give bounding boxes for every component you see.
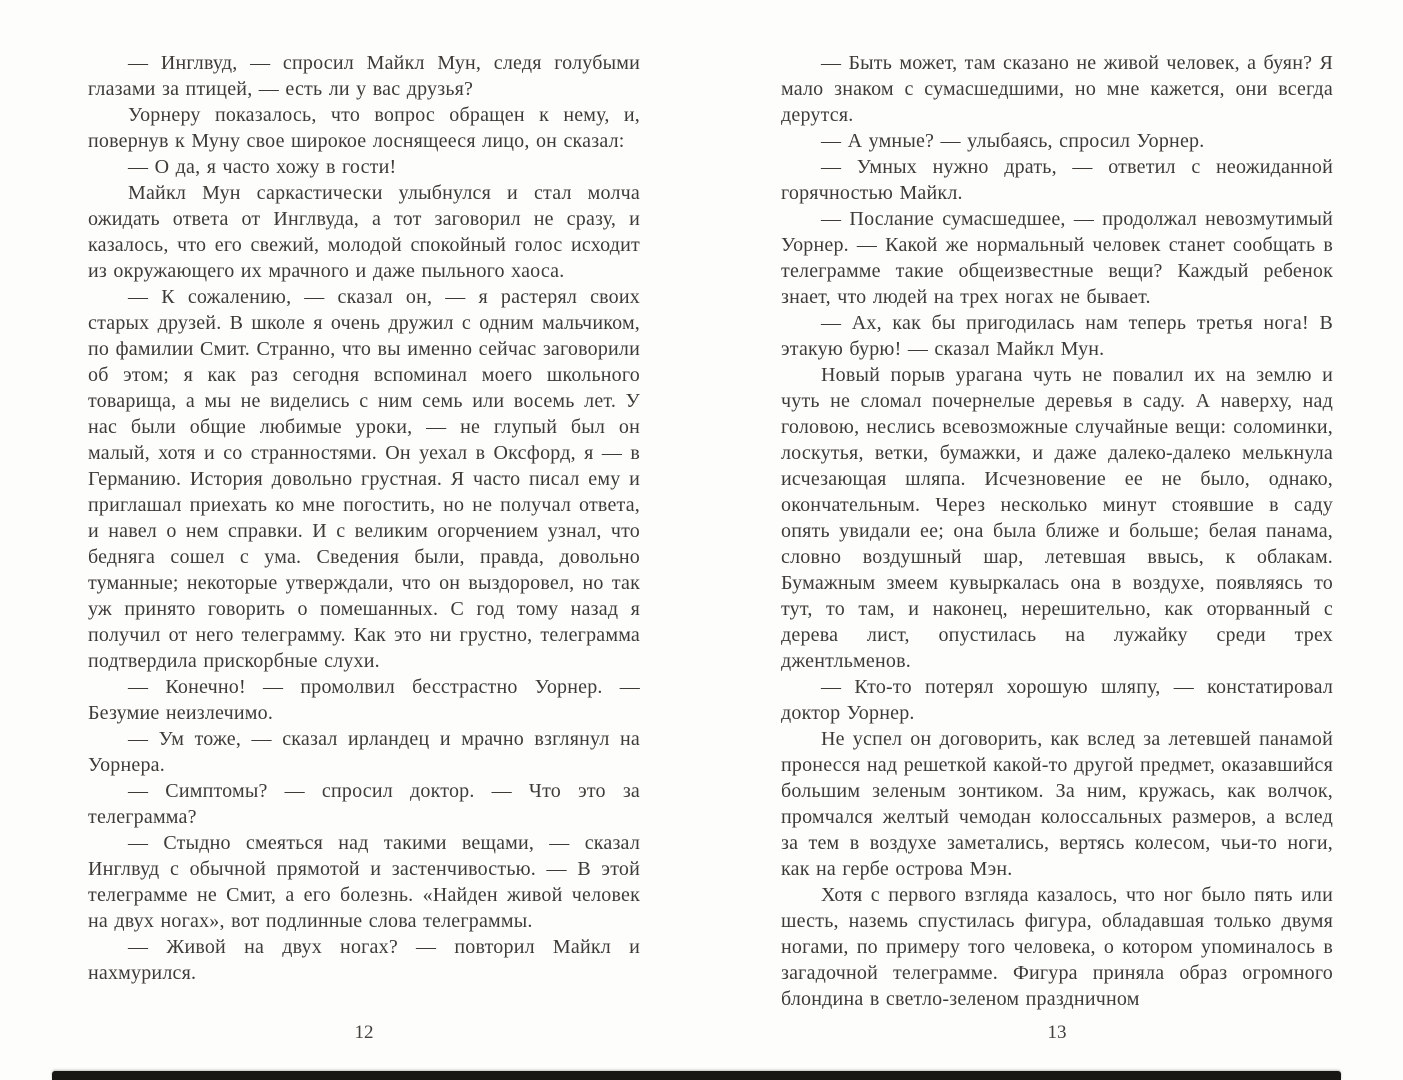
paragraph: — Послание сумасшедшее, — продолжал невозмутимый Уорнер. — Какой же нормальный человек станет сообщать в телеграмме такие общеизвестные вещи? Каждый ребенок знает, что людей на трех ногах не бывает. [781,208,1333,308]
paragraph: — Умных нужно драть, — ответил с неожиданной горячностью Майкл. [781,156,1333,204]
scan-edge-shadow [52,1071,1341,1080]
page-left [88,50,640,1050]
paragraph: — Живой на двух ногах? — повторил Майкл и нахмурился. [88,936,640,984]
page-right-number: 13 [1047,1022,1067,1043]
paragraph: Не успел он договорить, как вслед за летевшей панамой пронесся над решеткой какой-то другой предмет, оказавшийся большим зеленым зонтиком. За ним, кружась, как волчок, промчался желтый чемодан колоссальных размеров, а вслед за тем в воздухе заметались, вертясь колесом, чьи-то ноги, как на гербе острова Мэн. [781,728,1333,880]
paragraph: — Ум тоже, — сказал ирландец и мрачно взглянул на Уорнера. [88,728,640,776]
paragraph: — К сожалению, — сказал он, — я растерял своих старых друзей. В школе я очень дружил с одним мальчиком, по фамилии Смит. Странно, что вы именно сейчас заговорили об этом; я как раз сегодня вспоминал моего школьного товарища, а мы не виделись с ним семь или восемь лет. У нас были общие любимые уроки, — не глупый был он малый, хотя и со странностями. Он уехал в Оксфорд, я — в Германию. История довольно грустная. Я часто писал ему и приглашал приехать ко мне погостить, но не получал ответа, и навел о нем справки. И с великим огорчением узнал, что бедняга сошел с ума. Сведения были, правда, довольно туманные; некоторые утверждали, что он выздоровел, но так уж принято говорить о помешанных. С год тому назад я получил от него телеграмму. Как это ни грустно, телеграмма подтвердила прискорбные слухи. [88,286,640,672]
page-left-text [88,50,640,986]
paragraph: — А умные? — улыбаясь, спросил Уорнер. [821,130,1205,152]
paragraph: Хотя с первого взгляда казалось, что ног было пять или шесть, наземь спустилась фигура, обладавшая только двумя ногами, по примеру того человека, о котором упоминалось в загадочной телеграмме. Фигура приняла образ огромного блондина в светло-зеленом праздничном [781,884,1333,1010]
paragraph: Майкл Мун саркастически улыбнулся и стал молча ожидать ответа от Инглвуда, а тот заговорил не сразу, и казалось, что его свежий, молодой спокойный голос исходит из окружающего их мрачного и даже пыльного хаоса. [88,182,640,282]
paragraph: Новый порыв урагана чуть не повалил их на землю и чуть не сломал почернелые деревья в саду. А наверху, над головою, неслись всевозможные случайные вещи: соломинки, лоскутья, ветки, бумажки, и даже далеко-далеко мелькнула исчезающая шляпа. Исчезновение ее не было, однако, окончательным. Через несколько минут стоявшие в саду опять увидали ее; она была ближе и больше; белая панама, словно воздушный шар, летевшая ввысь, к облакам. Бумажным змеем кувыркалась она в воздухе, появляясь то тут, то там, и наконец, нерешительно, как оторванный с дерева лист, опустилась на лужайку среди трех джентльменов. [781,364,1333,672]
paragraph: — Быть может, там сказано не живой человек, а буян? Я мало знаком с сумасшедшими, но мне кажется, они всегда дерутся. [781,52,1333,126]
paragraph: — Конечно! — промолвил бесстрастно Уорнер. — Безумие неизлечимо. [88,676,640,724]
paragraph: — Ах, как бы пригодилась нам теперь третья нога! В этакую бурю! — сказал Майкл Мун. [781,312,1333,360]
paragraph: — Стыдно смеяться над такими вещами, — сказал Инглвуд с обычной прямотой и застенчивостью. — В этой телеграмме не Смит, а его болезнь. «Найден живой человек на двух ногах», вот подлинные слова телеграммы. [88,832,640,932]
page-right [781,50,1333,1050]
paragraph: — О да, я часто хожу в гости! [128,156,397,178]
page-right-text [781,50,1333,1012]
page-left-number: 12 [354,1022,374,1043]
paragraph: Уорнеру показалось, что вопрос обращен к нему, и, повернув к Муну свое широкое лоснящееся лицо, он сказал: [88,104,640,152]
paragraph: — Симптомы? — спросил доктор. — Что это за телеграмма? [88,780,640,828]
paragraph: — Кто-то потерял хорошую шляпу, — констатировал доктор Уорнер. [781,676,1333,724]
paragraph: — Инглвуд, — спросил Майкл Мун, следя голубыми глазами за птицей, — есть ли у вас друзья? [88,52,640,100]
